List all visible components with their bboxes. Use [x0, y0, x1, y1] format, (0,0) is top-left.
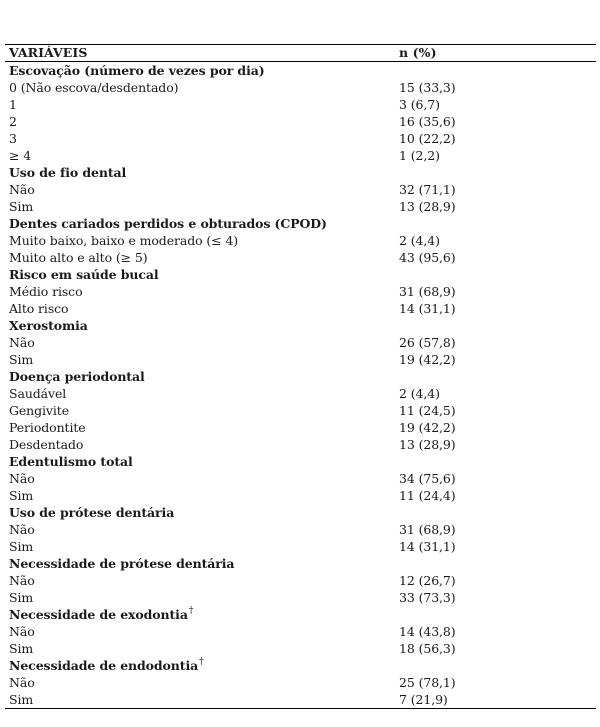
category-cell: Alto risco [9, 301, 69, 316]
category-cell: Desdentado [9, 437, 84, 452]
section-title-cell [5, 215, 395, 232]
table-row [5, 300, 596, 317]
section-empty-cell [395, 657, 596, 674]
value-cell: 32 (71,1) [399, 182, 456, 197]
table-header [5, 45, 596, 62]
value-cell: 14 (31,1) [399, 301, 456, 316]
table-row [5, 249, 596, 266]
value-cell: 16 (35,6) [399, 114, 456, 129]
value-cell: 2 (4,4) [399, 233, 440, 248]
category-cell: Não [9, 573, 35, 588]
section-title-cell [5, 164, 395, 181]
section-title: Edentulismo total [9, 454, 133, 469]
section-header-row [5, 453, 596, 470]
value-cell: 15 (33,3) [399, 80, 456, 95]
value-cell: 31 (68,9) [399, 284, 456, 299]
category-cell: ≥ 4 [9, 148, 32, 163]
category-cell: Muito baixo, baixo e moderado (≤ 4) [9, 233, 239, 248]
section-header-row [5, 368, 596, 385]
value-cell: 25 (78,1) [399, 675, 456, 690]
value-cell: 43 (95,6) [399, 250, 456, 265]
section-title-cell [5, 453, 395, 470]
section-title: Escovação (número de vezes por dia) [9, 63, 265, 78]
section-title: Uso de fio dental [9, 165, 127, 180]
category-cell: 2 [9, 114, 17, 129]
table-row [5, 334, 596, 351]
section-empty-cell [395, 317, 596, 334]
section-title: Uso de prótese dentária [9, 505, 175, 520]
category-cell: Não [9, 471, 35, 486]
category-cell: Não [9, 522, 35, 537]
section-header-row [5, 504, 596, 521]
value-cell: 18 (56,3) [399, 641, 456, 656]
section-empty-cell [395, 453, 596, 470]
value-cell: 26 (57,8) [399, 335, 456, 350]
section-title: Dentes cariados perdidos e obturados (CPOD) [9, 216, 327, 231]
table-row [5, 674, 596, 691]
category-cell: Sim [9, 488, 34, 503]
section-title-cell [5, 266, 395, 283]
section-empty-cell [395, 504, 596, 521]
table-row [5, 181, 596, 198]
table-row [5, 623, 596, 640]
section-title-cell [5, 555, 395, 572]
table-row [5, 130, 596, 147]
dagger-footnote-mark: † [188, 606, 194, 616]
section-empty-cell [395, 62, 596, 80]
header-variaveis: VARIÁVEIS [5, 45, 395, 62]
category-cell: Sim [9, 352, 34, 367]
dagger-footnote-mark: † [199, 657, 204, 667]
category-cell: Não [9, 675, 35, 690]
category-cell: Não [9, 624, 35, 639]
table-row [5, 436, 596, 453]
section-empty-cell [395, 606, 596, 623]
category-cell: Sim [9, 199, 34, 214]
value-cell: 13 (28,9) [399, 199, 456, 214]
table-row [5, 198, 596, 215]
value-cell: 11 (24,5) [399, 403, 456, 418]
category-cell: Saudável [9, 386, 67, 401]
category-cell: Médio risco [9, 284, 83, 299]
section-empty-cell [395, 164, 596, 181]
variables-table [5, 44, 596, 709]
category-cell: Não [9, 182, 35, 197]
section-empty-cell [395, 368, 596, 385]
table-row [5, 79, 596, 96]
section-header-row [5, 62, 596, 80]
category-cell: Sim [5, 691, 395, 709]
category-cell: Sim [9, 641, 34, 656]
value-cell: 31 (68,9) [399, 522, 456, 537]
category-cell: Não [9, 335, 35, 350]
table-row [5, 113, 596, 130]
section-title: Necessidade de prótese dentária [9, 556, 235, 571]
section-title: Necessidade de exodontia [9, 607, 188, 622]
data-table-container [5, 44, 596, 709]
value-cell: 12 (26,7) [399, 573, 456, 588]
section-title: Xerostomia [9, 318, 88, 333]
section-title-cell [5, 606, 395, 623]
section-empty-cell [395, 555, 596, 572]
category-cell: 3 [9, 131, 17, 146]
table-row [5, 470, 596, 487]
section-title: Necessidade de endodontia [9, 658, 199, 673]
section-title: Risco em saúde bucal [9, 267, 159, 282]
section-empty-cell [395, 266, 596, 283]
category-cell: Sim [9, 539, 34, 554]
category-cell: 0 (Não escova/desdentado) [9, 80, 179, 95]
value-cell: 33 (73,3) [399, 590, 456, 605]
category-cell: Periodontite [9, 420, 86, 435]
value-cell: 19 (42,2) [399, 352, 456, 367]
section-title: Doença periodontal [9, 369, 145, 384]
value-cell: 3 (6,7) [399, 97, 440, 112]
category-cell: Sim [9, 590, 34, 605]
category-cell: Gengivite [9, 403, 70, 418]
table-row [5, 691, 596, 709]
table-row [5, 402, 596, 419]
table-row [5, 385, 596, 402]
table-row [5, 96, 596, 113]
table-row [5, 538, 596, 555]
table-row [5, 232, 596, 249]
section-header-row [5, 266, 596, 283]
section-header-row [5, 215, 596, 232]
section-title-cell [5, 657, 395, 674]
header-n-percent: n (%) [395, 45, 596, 62]
value-cell: 7 (21,9) [395, 691, 596, 709]
section-title-cell [5, 317, 395, 334]
table-row [5, 487, 596, 504]
value-cell: 14 (43,8) [399, 624, 456, 639]
category-cell: 1 [9, 97, 17, 112]
section-title-cell [5, 368, 395, 385]
section-header-row [5, 657, 596, 674]
table-row [5, 640, 596, 657]
table-row [5, 572, 596, 589]
category-cell: Muito alto e alto (≥ 5) [9, 250, 148, 265]
table-row [5, 521, 596, 538]
table-body [5, 62, 596, 709]
section-header-row [5, 606, 596, 623]
section-header-row [5, 555, 596, 572]
section-empty-cell [395, 215, 596, 232]
value-cell: 2 (4,4) [399, 386, 440, 401]
table-row [5, 419, 596, 436]
section-title-cell [5, 62, 395, 80]
header-row [5, 45, 596, 62]
value-cell: 11 (24,4) [399, 488, 456, 503]
value-cell: 10 (22,2) [399, 131, 456, 146]
section-header-row [5, 164, 596, 181]
value-cell: 13 (28,9) [399, 437, 456, 452]
table-row [5, 351, 596, 368]
section-header-row [5, 317, 596, 334]
section-title-cell [5, 504, 395, 521]
value-cell: 19 (42,2) [399, 420, 456, 435]
table-row [5, 589, 596, 606]
table-row [5, 147, 596, 164]
table-row [5, 283, 596, 300]
value-cell: 1 (2,2) [399, 148, 440, 163]
value-cell: 34 (75,6) [399, 471, 456, 486]
value-cell: 14 (31,1) [399, 539, 456, 554]
